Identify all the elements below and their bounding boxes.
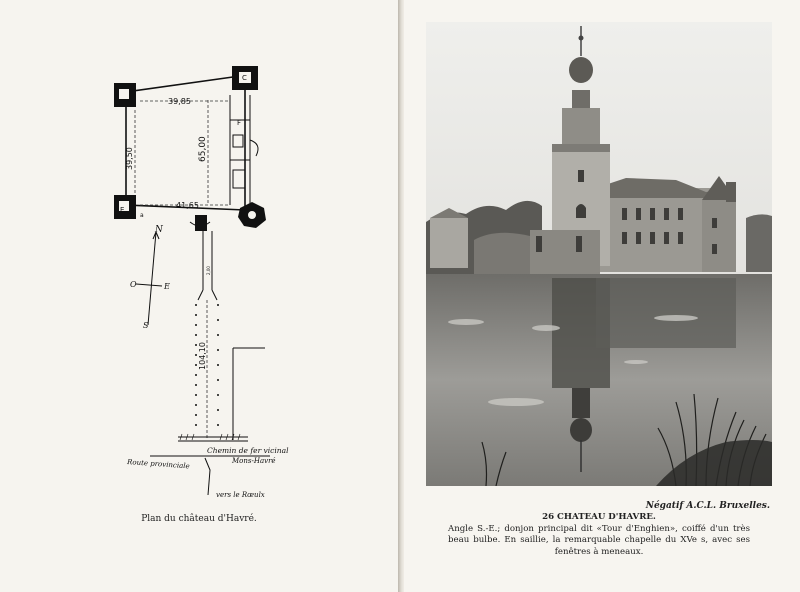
label-a: a — [140, 212, 144, 219]
rail-label-2: Mons-Havré — [232, 457, 276, 465]
photo-caption — [426, 512, 772, 558]
dim-side: 39,50 — [125, 147, 134, 170]
castle-plan — [0, 0, 398, 592]
road-label: Route provinciale — [126, 458, 190, 471]
photo-credit: Négatif A.C.L. Bruxelles. — [645, 501, 770, 511]
label-f: F — [237, 119, 242, 127]
compass-s: S — [143, 321, 149, 330]
left-page — [0, 0, 399, 592]
dim-road: 104,10 — [198, 342, 207, 370]
chateau-photo — [426, 22, 772, 486]
label-e: E — [120, 206, 125, 214]
compass-n: N — [155, 225, 163, 235]
plan-caption: Plan du château d'Havré. — [141, 514, 257, 524]
dim-center: 65,00 — [198, 136, 208, 162]
dim-bottom: 41,65 — [176, 201, 199, 210]
compass-e: E — [164, 282, 170, 291]
road-to-label: vers le Rœulx — [216, 491, 265, 499]
dim-top: 39,85 — [168, 97, 191, 106]
label-c: C — [242, 74, 247, 82]
compass-o: O — [130, 280, 137, 289]
caption-number: 26 CHATEAU D'HAVRE. — [542, 512, 656, 522]
caption-text: Angle S.-E.; donjon principal dit «Tour d'Enghien», coiffé d'un très beau bulbe. En saillie, la remarquable chapelle du XVe s, avec ses fenêtres à meneaux. — [448, 523, 750, 557]
dim-small: 2,00 — [206, 266, 211, 275]
rail-label: Chemin de fer vicinal — [207, 446, 289, 455]
